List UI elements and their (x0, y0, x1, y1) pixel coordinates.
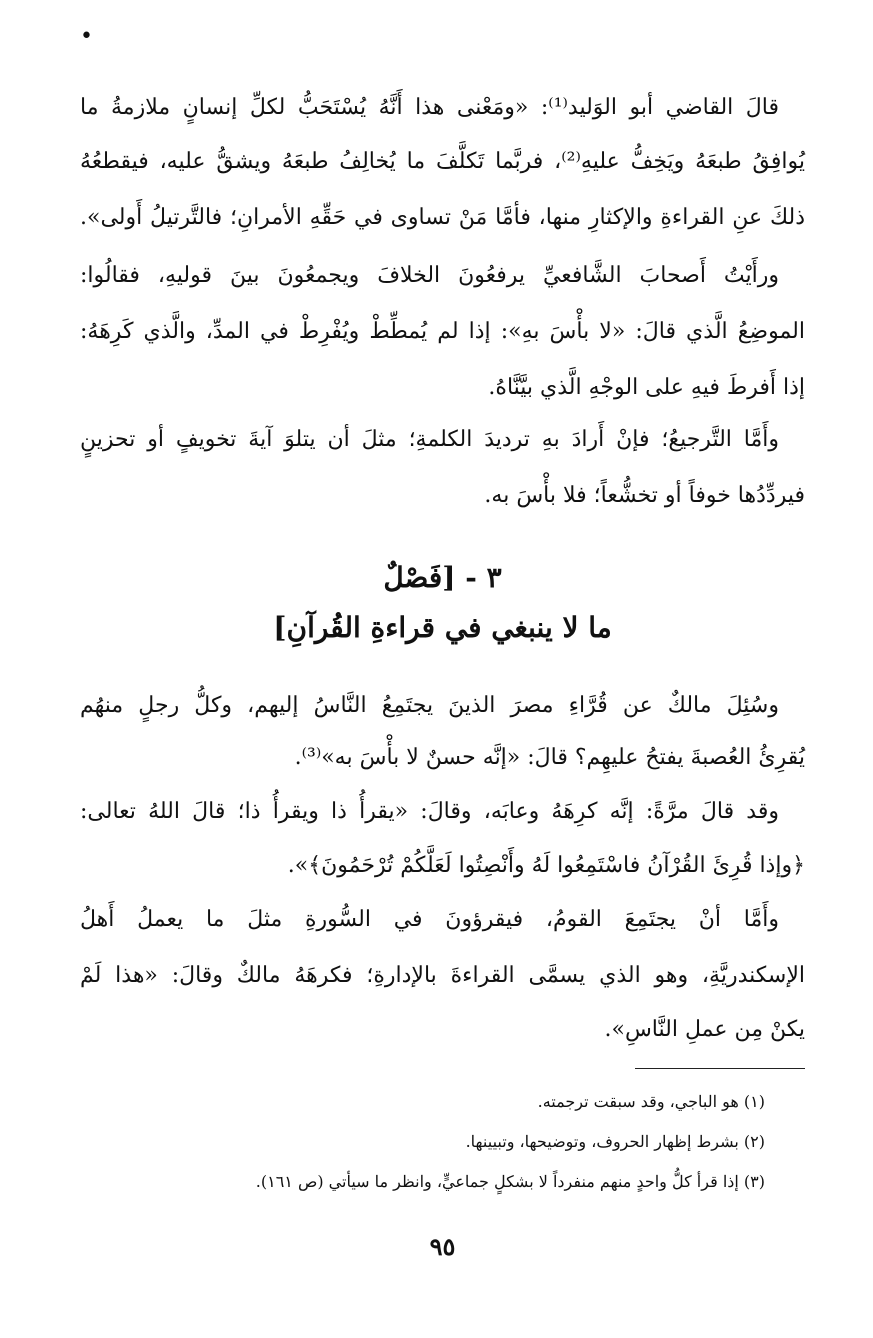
footnote-1: (١) هو الباجي، وقد سبقت ترجمته. (537, 1092, 765, 1111)
section-heading: ٣ - [فَصْلٌ (383, 561, 502, 594)
text-line-4: ورأَيْتُ أَصحابَ الشَّافعيِّ يرفعُونَ الخلافَ ويجمعُونَ بينَ قوليهِ، فقالُوا: (80, 263, 779, 288)
text-line-1: قالَ القاضي أبو الوَليد⁽¹⁾: «ومَعْنى هذا أَنَّهُ يُسْتَحَبُّ لكلِّ إنسانٍ ملازمةُ ما (80, 95, 779, 120)
text-line-2: يُوافِقُ طبعَهُ ويَخِفُّ عليهِ⁽²⁾، فربَّما تَكلَّفَ ما يُخالِفُ طبعَهُ ويشقُّ عليه، فيقطعُهُ (80, 149, 805, 174)
text-line-8: فيردِّدُها خوفاً أو تخشُّعاً؛ فلا بأْسَ به. (484, 483, 805, 508)
text-line-5: الموضِعُ الَّذي قالَ: «لا بأْسَ بهِ»: إذا لم يُمطِّطْ ويُفْرِطْ في المدِّ، والَّذي كَرِهَهُ: (80, 319, 805, 344)
page-number: ٩٥ (429, 1232, 456, 1261)
footnote-3: (٣) إذا قرأ كلُّ واحدٍ منهم منفرداً لا بشكلٍ جماعيٍّ، وانظر ما سيأتي (ص ١٦١). (255, 1172, 765, 1191)
page-bullet: • (80, 24, 93, 49)
footnote-separator (635, 1068, 805, 1069)
text-line-14: الإسكندريَّةِ، وهو الذي يسمَّى القراءةَ بالإدارةِ؛ فكرهَهُ مالكٌ وقالَ: «هذا لَمْ (80, 963, 805, 988)
text-line-11: وقد قالَ مرَّةً: إنَّه كرِهَهُ وعابَه، وقالَ: «يقرأُ ذا ويقرأُ ذا؛ قالَ اللهُ تعالى: (80, 799, 779, 824)
text-line-10: يُقرِئُ العُصبةَ يفتحُ عليهِم؟ قالَ: «إنَّه حسنٌ لا بأْسَ به»⁽³⁾. (294, 745, 805, 770)
section-subheading: ما لا ينبغي في قراءةِ القُرآنِ] (273, 611, 612, 644)
text-line-6: إذا أَفرطَ فيهِ على الوجْهِ الَّذي بيَّنَّاهُ. (488, 375, 805, 400)
footnote-2: (٢) بشرط إظهار الحروف، وتوضيحها، وتبيينها. (465, 1132, 765, 1151)
book-page (80, 0, 805, 1338)
text-line-13: وأَمَّا أنْ يجتَمِعَ القومُ، فيقرؤونَ في السُّورةِ مثلَ ما يعملُ أَهلُ (80, 907, 779, 932)
text-line-3: ذلكَ عنِ القراءةِ والإكثارِ منها، فأمَّا مَنْ تساوى في حَقِّهِ الأمرانِ؛ فالتَّرتيلُ أَولى». (80, 205, 805, 230)
text-line-7: وأَمَّا التَّرجيعُ؛ فإنْ أَرادَ بهِ ترديدَ الكلمةِ؛ مثلَ أن يتلوَ آيةَ تخويفٍ أو تحزينٍ (80, 427, 779, 452)
text-line-15: يكنْ مِن عملِ النَّاسِ». (604, 1017, 805, 1042)
quran-verse-line: ﴿وإذا قُرِئَ القُرْآنُ فاسْتَمِعُوا لَهُ وأَنْصِتُوا لَعَلَّكُمْ تُرْحَمُونَ﴾». (287, 853, 805, 878)
text-line-9: وسُئِلَ مالكٌ عن قُرَّاءِ مصرَ الذينَ يجتَمِعُ النَّاسُ إليهم، وكلُّ رجلٍ منهُم (80, 693, 779, 718)
